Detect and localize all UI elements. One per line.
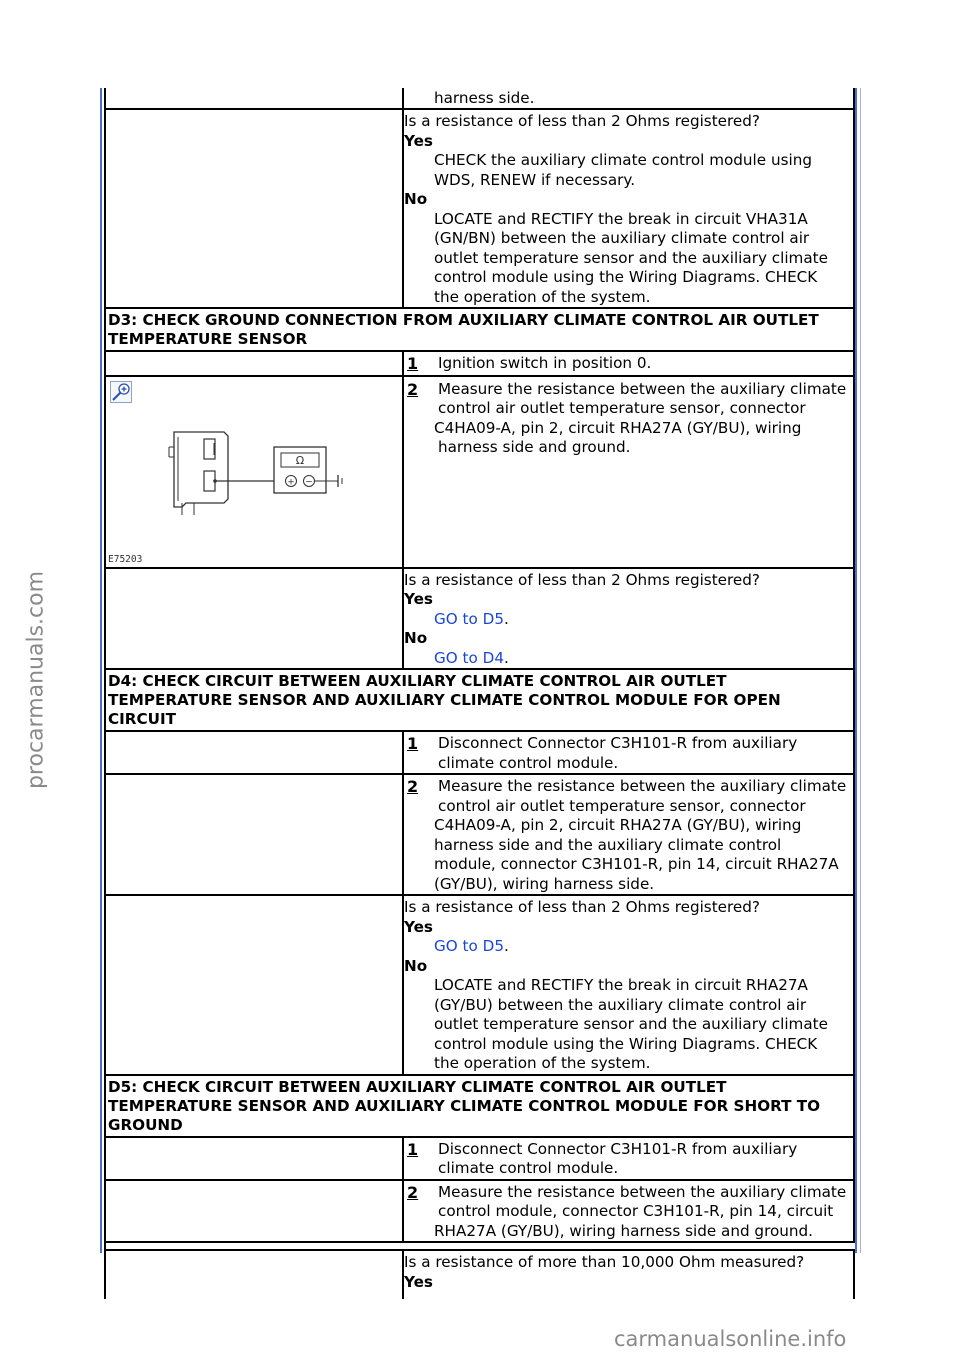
step-text: Disconnect Connector C3H101-R from auxiliary [438, 1139, 798, 1158]
step-text: harness side and ground. [438, 438, 631, 456]
step-text: Ignition switch in position 0. [438, 354, 652, 372]
d3-step-2-row [105, 376, 854, 568]
plus-terminal: + [287, 477, 295, 487]
result-row [105, 109, 854, 308]
d4-title: D4: CHECK CIRCUIT BETWEEN AUXILIARY CLIMATE CONTROL AIR OUTLET TEMPERATURE SENSOR AND AUXILIARY CLIMATE CONTROL MODULE FOR OPEN CIRCUIT [108, 672, 781, 728]
no-action-line: LOCATE and RECTIFY the break in circuit RHA27A [434, 976, 808, 994]
step-text: RHA27A (GY/BU), wiring harness side and ground. [434, 1221, 813, 1240]
page-border-left [100, 88, 102, 1253]
procedure-table [104, 88, 855, 1299]
spacer-row [105, 1242, 854, 1250]
d4-step-2-row [105, 774, 854, 895]
step-text: C4HA09-A, pin 2, circuit RHA27A (GY/BU), wiring [434, 816, 802, 834]
ohm-symbol: Ω [295, 453, 305, 467]
step-text: control module, connector C3H101-R, pin 14, circuit [438, 1202, 834, 1220]
no-action-line: control module using the Wiring Diagrams. CHECK [434, 1034, 818, 1053]
diagram-cell [106, 377, 402, 567]
no-action-line: the operation of the system. [434, 1054, 651, 1072]
d5-result-row [105, 1250, 854, 1299]
step-number: 1 [407, 354, 419, 373]
d5-step-2-row [105, 1180, 854, 1243]
go-to-d5-link[interactable]: GO to D5 [434, 937, 504, 955]
no-action-line: outlet temperature sensor and the auxiliary climate [434, 1015, 828, 1033]
d5-step-1-row [105, 1137, 854, 1180]
no-action-line: the operation of the system. [434, 287, 651, 306]
side-watermark: procarmanuals.com [23, 570, 49, 790]
figure-caption: E75203 [108, 553, 143, 565]
page-border-right [855, 88, 857, 1253]
no-action-line: control module using the Wiring Diagrams. CHECK [434, 268, 818, 286]
no-label: No [404, 956, 428, 975]
step-1 [404, 732, 853, 773]
result-question: Is a resistance of less than 2 Ohms registered? [404, 112, 760, 130]
no-label: No [404, 190, 428, 208]
yes-label: Yes [404, 917, 433, 936]
step-number: 2 [407, 1182, 419, 1202]
no-action-line: (GN/BN) between the auxiliary climate control air [434, 229, 810, 247]
step-text: (GY/BU), wiring harness side. [434, 874, 655, 893]
result-question: Is a resistance of less than 2 Ohms registered? [404, 570, 760, 589]
yes-action: GO to D5. [434, 937, 509, 955]
minus-terminal: − [305, 477, 313, 487]
step-1 [404, 1138, 853, 1179]
yes-action-line: CHECK the auxiliary climate control module using [434, 151, 812, 169]
result-question: Is a resistance of less than 2 Ohms registered? [404, 898, 760, 916]
no-action-line: (GY/BU) between the auxiliary climate control air [434, 995, 807, 1014]
continuation-row [105, 88, 854, 109]
step-text: Measure the resistance between the auxiliary climate [438, 1182, 847, 1201]
step-text: harness side and the auxiliary climate control [434, 835, 782, 854]
no-action-line: LOCATE and RECTIFY the break in circuit VHA31A [434, 209, 808, 228]
step-text: C4HA09-A, pin 2, circuit RHA27A (GY/BU), wiring [434, 418, 802, 437]
step-text: climate control module. [438, 1159, 619, 1177]
d4-header-row [105, 669, 854, 731]
bottom-watermark: carmanualsonline.info [614, 1327, 847, 1351]
sensor-connector-diagram [164, 427, 354, 517]
d3-step-1-row [105, 351, 854, 376]
connector-pin-1 [204, 439, 215, 459]
step-number: 2 [407, 777, 419, 796]
yes-label: Yes [404, 590, 433, 608]
step-text: Disconnect Connector C3H101-R from auxiliary [438, 734, 798, 752]
zoom-icon[interactable] [110, 381, 132, 403]
step-number: 1 [407, 734, 419, 753]
page-border-right-outer [860, 88, 861, 1253]
go-to-d4-link[interactable]: GO to D4 [434, 648, 504, 667]
step-text: Measure the resistance between the auxiliary climate [438, 379, 847, 398]
connector-outline [174, 432, 228, 507]
d4-result-row [105, 895, 854, 1075]
yes-action: GO to D5. [434, 609, 509, 628]
no-label: No [404, 629, 428, 647]
yes-label: Yes [404, 131, 433, 150]
step-2 [404, 1181, 853, 1242]
step-text: Measure the resistance between the auxiliary climate [438, 777, 847, 795]
d5-title: D5: CHECK CIRCUIT BETWEEN AUXILIARY CLIMATE CONTROL AIR OUTLET TEMPERATURE SENSOR AND AUXILIARY CLIMATE CONTROL MODULE FOR SHORT TO GROUND [108, 1077, 821, 1134]
no-action: GO to D4. [434, 648, 509, 667]
step-number: 2 [407, 379, 419, 399]
go-to-d5-link[interactable]: GO to D5 [434, 609, 504, 628]
step-text: climate control module. [438, 753, 619, 772]
d3-header-row [105, 308, 854, 351]
d4-step-1-row [105, 731, 854, 774]
step-2 [404, 775, 853, 894]
continuation-text: harness side. [434, 89, 535, 107]
no-action-line: outlet temperature sensor and the auxiliary climate [434, 248, 828, 267]
step-text: control air outlet temperature sensor, connector [438, 796, 806, 815]
step-text: module, connector C3H101-R, pin 14, circuit RHA27A [434, 855, 839, 873]
d5-header-row [105, 1075, 854, 1137]
yes-label: Yes [404, 1272, 433, 1291]
step-1 [404, 352, 853, 375]
step-2 [404, 377, 853, 458]
d3-result-row [105, 568, 854, 670]
d3-title: D3: CHECK GROUND CONNECTION FROM AUXILIARY CLIMATE CONTROL AIR OUTLET TEMPERATURE SENSOR [108, 311, 819, 348]
yes-action-line: WDS, RENEW if necessary. [434, 170, 636, 189]
step-number: 1 [407, 1139, 419, 1159]
step-text: control air outlet temperature sensor, connector [438, 399, 806, 417]
result-question: Is a resistance of more than 10,000 Ohm measured? [404, 1253, 805, 1271]
